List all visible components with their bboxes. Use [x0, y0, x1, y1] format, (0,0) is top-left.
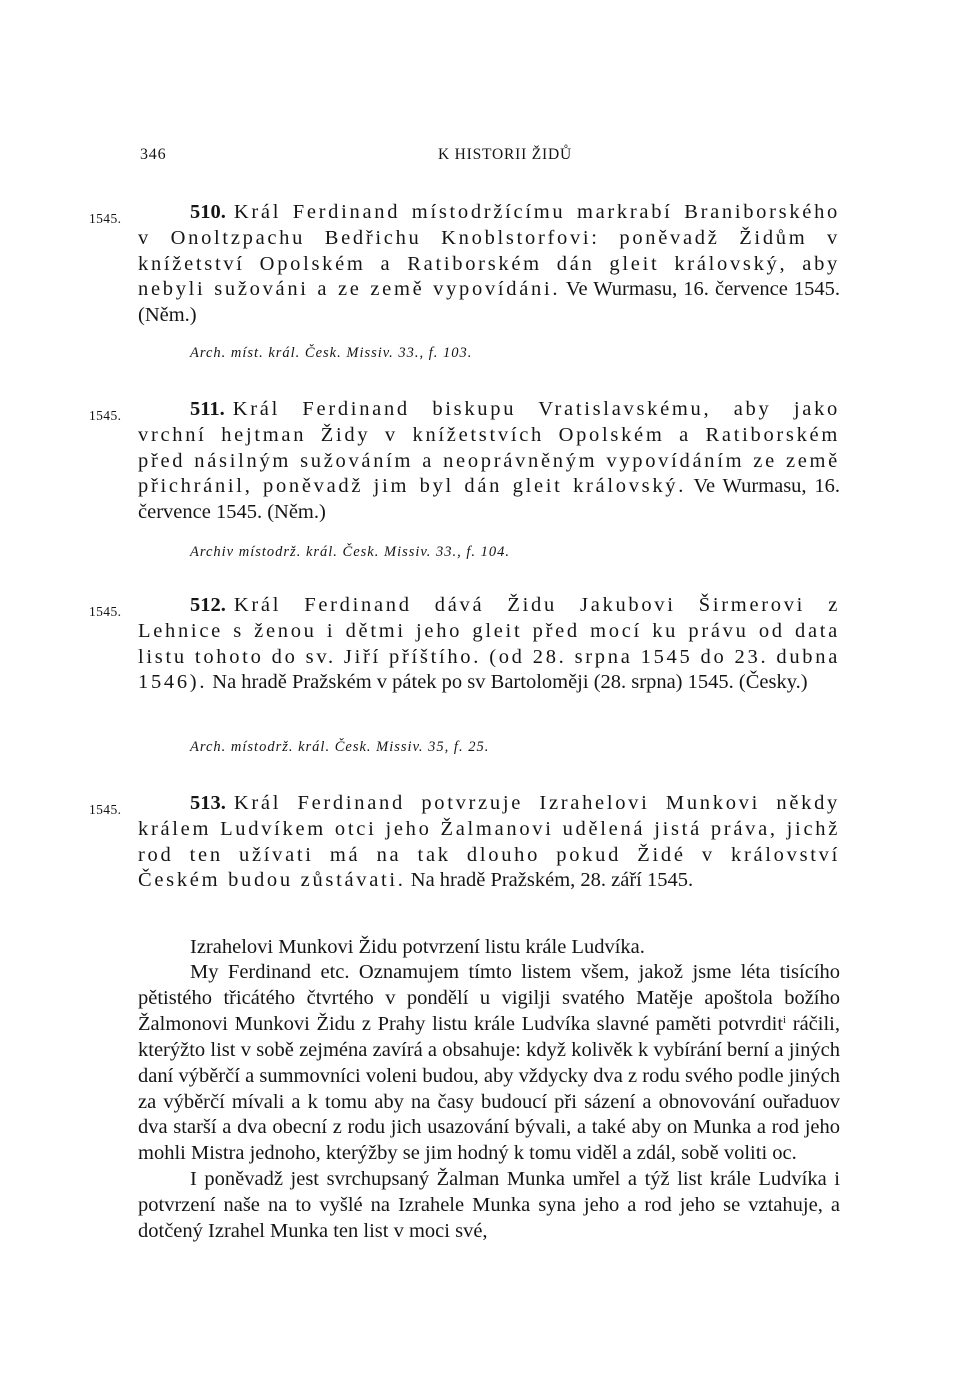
- letter-paragraph: [138, 960, 840, 1167]
- entry-source: Arch. míst. král. Česk. Missiv. 33., f. 103.: [190, 345, 473, 361]
- page-number: 346: [140, 146, 167, 163]
- entry-summary: Král Ferdinand dává Židu Jakubovi Širmerovi z Lehnice s ženou i dětmi jeho gleit před mocí ku právu od data listu tohoto do sv. Jiří příštího. (od 28. srpna 1545 do 23. dubna 1546).: [138, 594, 840, 694]
- letter-text: My Ferdinand etc. Oznamujem tímto listem všem, jakož jsme léta tisícího pětistého třicátého čtvrtého v pondělí u vigilji svatého Matěje apoštola božího Žalmonovi Munkovi Židu z Prahy listu krále Ludvíka slavné paměti potvrdit: [138, 961, 840, 1035]
- entry-date-place: Ve Wurmasu, 16. července 1545. (Něm.): [138, 278, 840, 327]
- letter-title: Izrahelovi Munkovi Židu potvrzení listu krále Ludvíka.: [190, 936, 645, 958]
- entry-source: Arch. místodrž. král. Česk. Missiv. 35, f. 25.: [190, 739, 490, 755]
- entry-source: Archiv místodrž. král. Česk. Missiv. 33., f. 104.: [190, 544, 511, 560]
- entry-year: 1545.: [89, 604, 122, 619]
- entry-date-place: Na hradě Pražském v pátek po sv Bartoloměji (28. srpna) 1545. (Česky.): [212, 671, 808, 694]
- entry-text: [138, 593, 840, 696]
- entry-summary: Král Ferdinand biskupu Vratislavskému, aby jako vrchní hejtman Židy v knížetstvích Opolském a Ratiborském před násilným sužováním a neoprávněným vypovídáním ze země přichránil, poněvadž jim byl dán gleit královský.: [138, 398, 840, 498]
- entry-text: [138, 200, 840, 329]
- entry-number: 513.: [190, 792, 226, 814]
- entry-number: 512.: [190, 594, 226, 616]
- entry-text: [138, 791, 840, 894]
- entry-number: 511.: [190, 398, 225, 420]
- entry-summary: Král Ferdinand potvrzuje Izrahelovi Munkovi někdy králem Ludvíkem otci jeho Žalmanovi udělená jistá práva, jichž rod ten užívati má na tak dlouho pokud Židé v království Českém budou zůstávati.: [138, 792, 840, 892]
- entry-year: 1545.: [89, 802, 122, 817]
- running-title: K HISTORII ŽIDŮ: [438, 146, 572, 163]
- footnote-mark: i: [783, 1013, 787, 1026]
- entry-year: 1545.: [89, 211, 122, 226]
- page-header: [140, 146, 840, 172]
- letter-paragraph: I poněvadž jest svrchupsaný Žalman Munka umřel a týž list krále Ludvíka i potvrzení naše na to vyšlé na Izrahele Munka syna jeho a rod jeho se vztahuje, a dotčený Izrahel Munka ten list v moci své,: [138, 1168, 840, 1243]
- entry-number: 510.: [190, 201, 226, 223]
- letter-body: [138, 934, 840, 1245]
- entry-date-place: Ve Wurmasu, 16. července 1545. (Něm.): [138, 475, 840, 524]
- entry-year: 1545.: [89, 408, 122, 423]
- entry-summary: Král Ferdinand místodržícímu markrabí Braniborského v Onoltzpachu Bedřichu Knoblstorfovi: poněvadž Židům v knížetství Opolském a Ratiborském dán gleit královský, aby nebyli sužováni a ze země vypovídáni.: [138, 201, 840, 301]
- entry-text: [138, 397, 840, 526]
- letter-text: ráčili, kterýžto list v sobě zejména zavírá a obsahuje: když kolivěk k vybírání berní a jiných daní výběrčí a summovníci voleni budou, aby vždycky dva z rodu svého podle jiných za výběrčí mívali a k tomu aby na časy budoucí při sázení a obnovování ouřaduov dva starší a dva obecní z rodu jich usazování bývali, a také aby on Munka a rod jeho mohli Mistra jednoho, kterýžby se jim hodný k tomu viděl a zdál, sobě voliti oc.: [138, 1012, 840, 1165]
- entry-date-place: Na hradě Pražském, 28. září 1545.: [410, 869, 694, 892]
